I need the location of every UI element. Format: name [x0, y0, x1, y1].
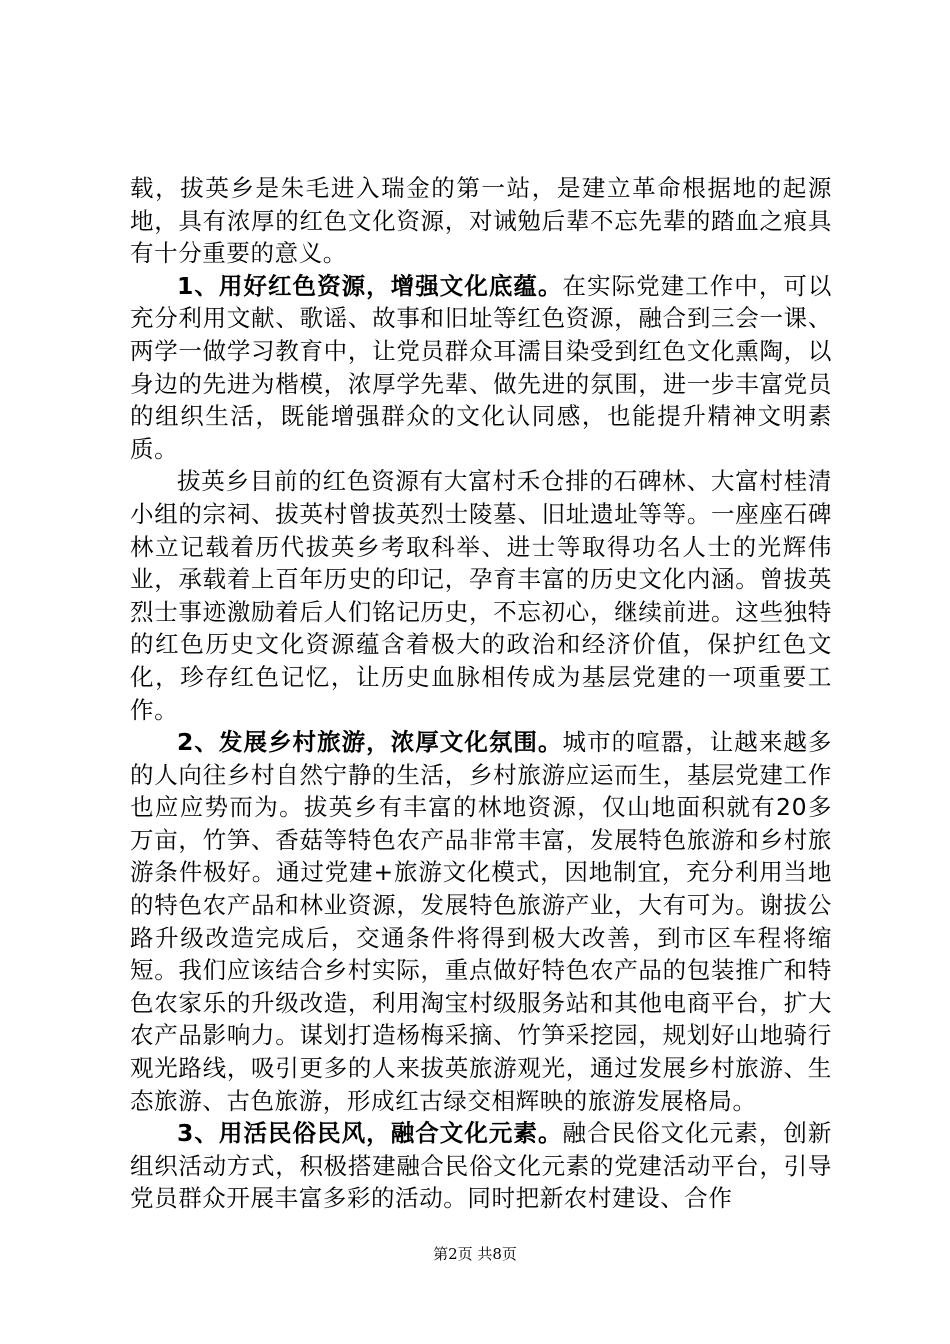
page-number-footer: 第2页 共8页 [433, 1245, 517, 1263]
paragraph-text: 城市的喧嚣，让越来越多的人向往乡村自然宁静的生活，乡村旅游应运而生，基层党建工作也应应势而为。拔英乡有丰富的林地资源，仅山地面积就有20多万亩，竹笋、香菇等特色农产品非常丰富，发展特色旅游和乡村旅游条件极好。通过党建+旅游文化模式，因地制宜，充分利用当地的特色农产品和林业资源，发展特色旅游产业，大有可为。谢拔公路升级改造完成后，交通条件将得到极大改善，到市区车程将缩短。我们应该结合乡村实际，重点做好特色农产品的包装推广和特色农家乐的升级改造，利用淘宝村级服务站和其他电商平台，扩大农产品影响力。谋划打造杨梅采摘、竹笋采挖园，规划好山地骑行观光路线，吸引更多的人来拔英旅游观光，通过发展乡村旅游、生态旅游、古色旅游，形成红古绿交相辉映的旅游发展格局。 [130, 728, 832, 1115]
paragraph-section-1 [130, 270, 832, 466]
paragraph-text: 载，拔英乡是朱毛进入瑞金的第一站，是建立革命根据地的起源地，具有浓厚的红色文化资源，对诫勉后辈不忘先辈的踏血之痕具有十分重要的意义。 [130, 174, 832, 268]
paragraph-section-3 [130, 1117, 832, 1215]
section-heading: 3、用活民俗民风，融合文化元素。 [177, 1119, 563, 1148]
paragraph-text: 在实际党建工作中，可以充分利用文献、歌谣、故事和旧址等红色资源，融合到三会一课、两学一做学习教育中，让党员群众耳濡目染受到红色文化熏陶，以身边的先进为楷模，浓厚学先辈、做先进的氛围，进一步丰富党员的组织生活，既能增强群众的文化认同感，也能提升精神文明素质。 [130, 271, 832, 463]
paragraph-text: 拔英乡目前的红色资源有大富村禾仓排的石碑林、大富村桂清小组的宗祠、拔英村曾拔英烈士陵墓、旧址遗址等等。一座座石碑林立记载着历代拔英乡考取科举、进士等取得功名人士的光辉伟业，承载着上百年历史的印记，孕育丰富的历史文化内涵。曾拔英烈士事迹激励着后人们铭记历史，不忘初心，继续前进。这些独特的红色历史文化资源蕴含着极大的政治和经济价值，保护红色文化，珍存红色记忆，让历史血脉相传成为基层党建的一项重要工作。 [130, 467, 832, 724]
paragraph-red-resources [130, 465, 832, 726]
paragraph-text: 融合民俗文化元素，创新组织活动方式，积极搭建融合民俗文化元素的党建活动平台，引导党员群众开展丰富多彩的活动。同时把新农村建设、合作 [130, 1119, 832, 1213]
section-heading: 1、用好红色资源，增强文化底蕴。 [177, 271, 563, 300]
section-heading: 2、发展乡村旅游，浓厚文化氛围。 [177, 728, 563, 757]
paragraph-section-2 [130, 726, 832, 1117]
paragraph-continuation [130, 172, 832, 270]
